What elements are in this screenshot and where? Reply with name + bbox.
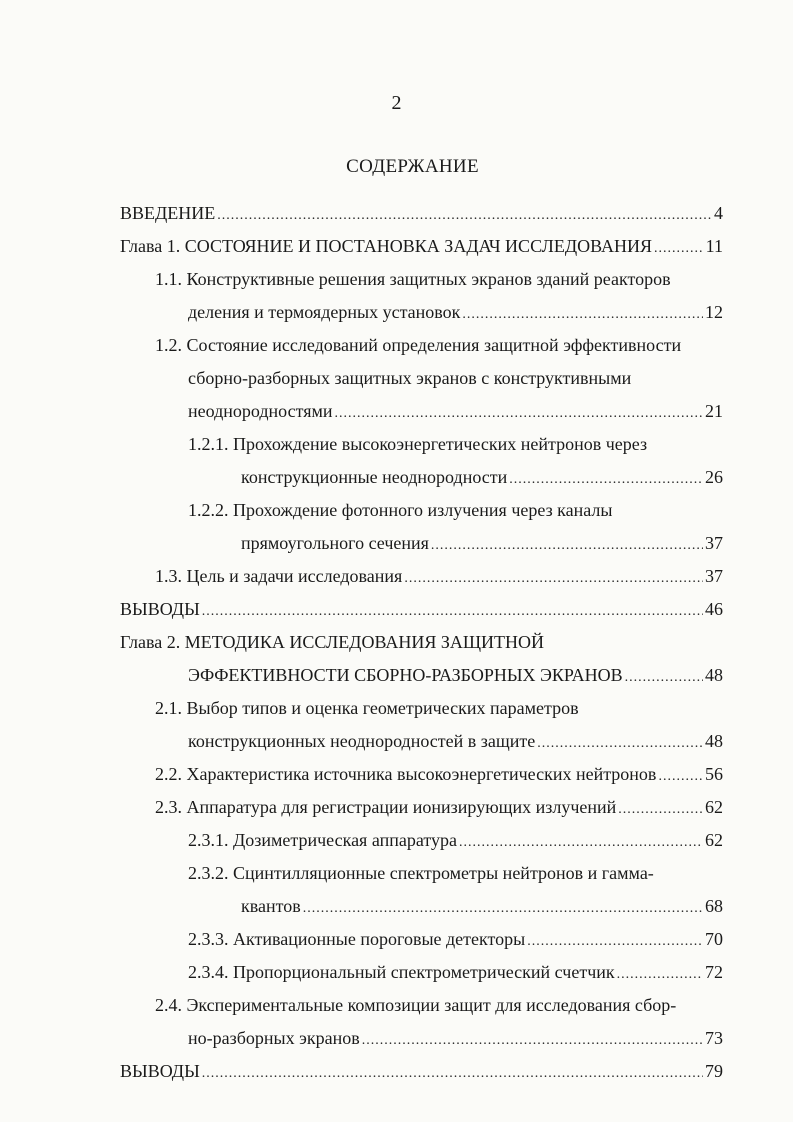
- toc-entry-line: 2.4. Экспериментальные композиции защит для исследования сбор-: [155, 995, 677, 1015]
- toc-entry-section-1-1[interactable]: [188, 301, 723, 326]
- toc-entry-page: 4: [714, 203, 723, 223]
- toc-leader-dots: [459, 832, 703, 854]
- toc-leader-dots: [431, 535, 703, 557]
- toc-entry-chapter-1[interactable]: [120, 235, 723, 260]
- toc-entry-page: 62: [705, 830, 723, 850]
- toc-leader-dots: [654, 238, 704, 260]
- toc-entry-line: 2.3.2. Сцинтилляционные спектрометры нейтронов и гамма-: [188, 863, 654, 883]
- toc-entry-chapter-2[interactable]: [188, 664, 723, 689]
- toc-entry-title: неоднородностями: [188, 401, 333, 421]
- toc-entry-page: 48: [705, 665, 723, 685]
- toc-entry-line: 1.2.2. Прохождение фотонного излучения через каналы: [188, 500, 613, 520]
- toc-leader-dots: [202, 601, 703, 623]
- toc-entry-page: 37: [705, 566, 723, 586]
- toc-leader-dots: [537, 733, 703, 755]
- toc-entry-page: 21: [705, 401, 723, 421]
- toc-entry-title: 2.3. Аппаратура для регистрации ионизирующих излучений: [155, 797, 617, 817]
- toc-leader-dots: [202, 1063, 703, 1085]
- toc-entry-title: ВВЕДЕНИЕ: [120, 203, 216, 223]
- toc-entry-title: 1.3. Цель и задачи исследования: [155, 566, 403, 586]
- toc-entry-page: 48: [705, 731, 723, 751]
- toc-entry-page: 72: [705, 962, 723, 982]
- toc-entry-title: конструкционных неоднородностей в защите: [188, 731, 536, 751]
- toc-entry-page: 11: [705, 236, 723, 256]
- toc-leader-dots: [462, 304, 703, 326]
- toc-entry-page: 37: [705, 533, 723, 553]
- toc-entry-section-1-3[interactable]: [155, 565, 723, 590]
- toc-entry-conclusions-1[interactable]: [120, 598, 723, 623]
- toc-leader-dots: [618, 799, 703, 821]
- toc-entry-title: 2.2. Характеристика источника высокоэнергетических нейтронов: [155, 764, 657, 784]
- toc-entry-section-1-2-2[interactable]: [241, 532, 723, 557]
- toc-entry-title: 2.3.3. Активационные пороговые детекторы: [188, 929, 526, 949]
- toc-entry-section-2-3-1[interactable]: [188, 829, 723, 854]
- toc-entry-page: 68: [705, 896, 723, 916]
- toc-entry-section-2-2[interactable]: [155, 763, 723, 788]
- toc-entry-title: конструкционные неоднородности: [241, 467, 508, 487]
- toc-entry-title: ЭФФЕКТИВНОСТИ СБОРНО-РАЗБОРНЫХ ЭКРАНОВ: [188, 665, 623, 685]
- toc-leader-dots: [404, 568, 703, 590]
- toc-entry-line: 1.2.1. Прохождение высокоэнергетических нейтронов через: [188, 434, 648, 454]
- toc-entry-title: Глава 1. СОСТОЯНИЕ И ПОСТАНОВКА ЗАДАЧ ИССЛЕДОВАНИЯ: [120, 236, 652, 256]
- toc-entry-page: 62: [705, 797, 723, 817]
- toc-entry-section-2-3-3[interactable]: [188, 928, 723, 953]
- toc-leader-dots: [509, 469, 703, 491]
- toc-entry-title: но-разборных экранов: [188, 1028, 360, 1048]
- toc-leader-dots: [335, 403, 703, 425]
- toc-leader-dots: [362, 1030, 703, 1052]
- toc-entry-title: квантов: [241, 896, 301, 916]
- toc-leader-dots: [625, 667, 703, 689]
- toc-entry-title: 2.3.1. Дозиметрическая аппаратура: [188, 830, 457, 850]
- toc-entry-title: ВЫВОДЫ: [120, 599, 200, 619]
- toc-leader-dots: [658, 766, 703, 788]
- page-number: 2: [391, 92, 402, 114]
- toc-entry-introduction[interactable]: [120, 202, 723, 227]
- toc-entry-line: сборно-разборных защитных экранов с конструктивными: [188, 368, 632, 388]
- toc-entry-line: 2.1. Выбор типов и оценка геометрических параметров: [155, 698, 579, 718]
- toc-entry-line: 1.2. Состояние исследований определения защитной эффективности: [155, 335, 682, 355]
- toc-leader-dots: [527, 931, 703, 953]
- toc-leader-dots: [217, 205, 712, 227]
- toc-entry-page: 79: [705, 1061, 723, 1081]
- toc-entry-title: деления и термоядерных установок: [188, 302, 461, 322]
- toc-entry-line: 1.1. Конструктивные решения защитных экранов зданий реакторов: [155, 269, 671, 289]
- toc-entry-section-2-3-2[interactable]: [241, 895, 723, 920]
- toc-entry-section-2-3-4[interactable]: [188, 961, 723, 986]
- toc-leader-dots: [303, 898, 703, 920]
- toc-entry-conclusions-2[interactable]: [120, 1060, 723, 1085]
- toc-entry-title: 2.3.4. Пропорциональный спектрометрический счетчик: [188, 962, 615, 982]
- toc-entry-section-1-2[interactable]: [188, 400, 723, 425]
- toc-entry-title: ВЫВОДЫ: [120, 1061, 200, 1081]
- toc-entry-page: 73: [705, 1028, 723, 1048]
- toc-entry-page: 70: [705, 929, 723, 949]
- toc-entry-page: 26: [705, 467, 723, 487]
- toc-entry-title: прямоугольного сечения: [241, 533, 429, 553]
- toc-entry-page: 56: [705, 764, 723, 784]
- toc-title: СОДЕРЖАНИЕ: [346, 156, 479, 177]
- toc-entry-section-2-4[interactable]: [188, 1027, 723, 1052]
- toc-entry-section-2-3[interactable]: [155, 796, 723, 821]
- toc-entry-line: Глава 2. МЕТОДИКА ИССЛЕДОВАНИЯ ЗАЩИТНОЙ: [120, 632, 545, 652]
- toc-entry-page: 12: [705, 302, 723, 322]
- toc-entry-section-2-1[interactable]: [188, 730, 723, 755]
- toc-entry-section-1-2-1[interactable]: [241, 466, 723, 491]
- toc-leader-dots: [617, 964, 703, 986]
- toc-entry-page: 46: [705, 599, 723, 619]
